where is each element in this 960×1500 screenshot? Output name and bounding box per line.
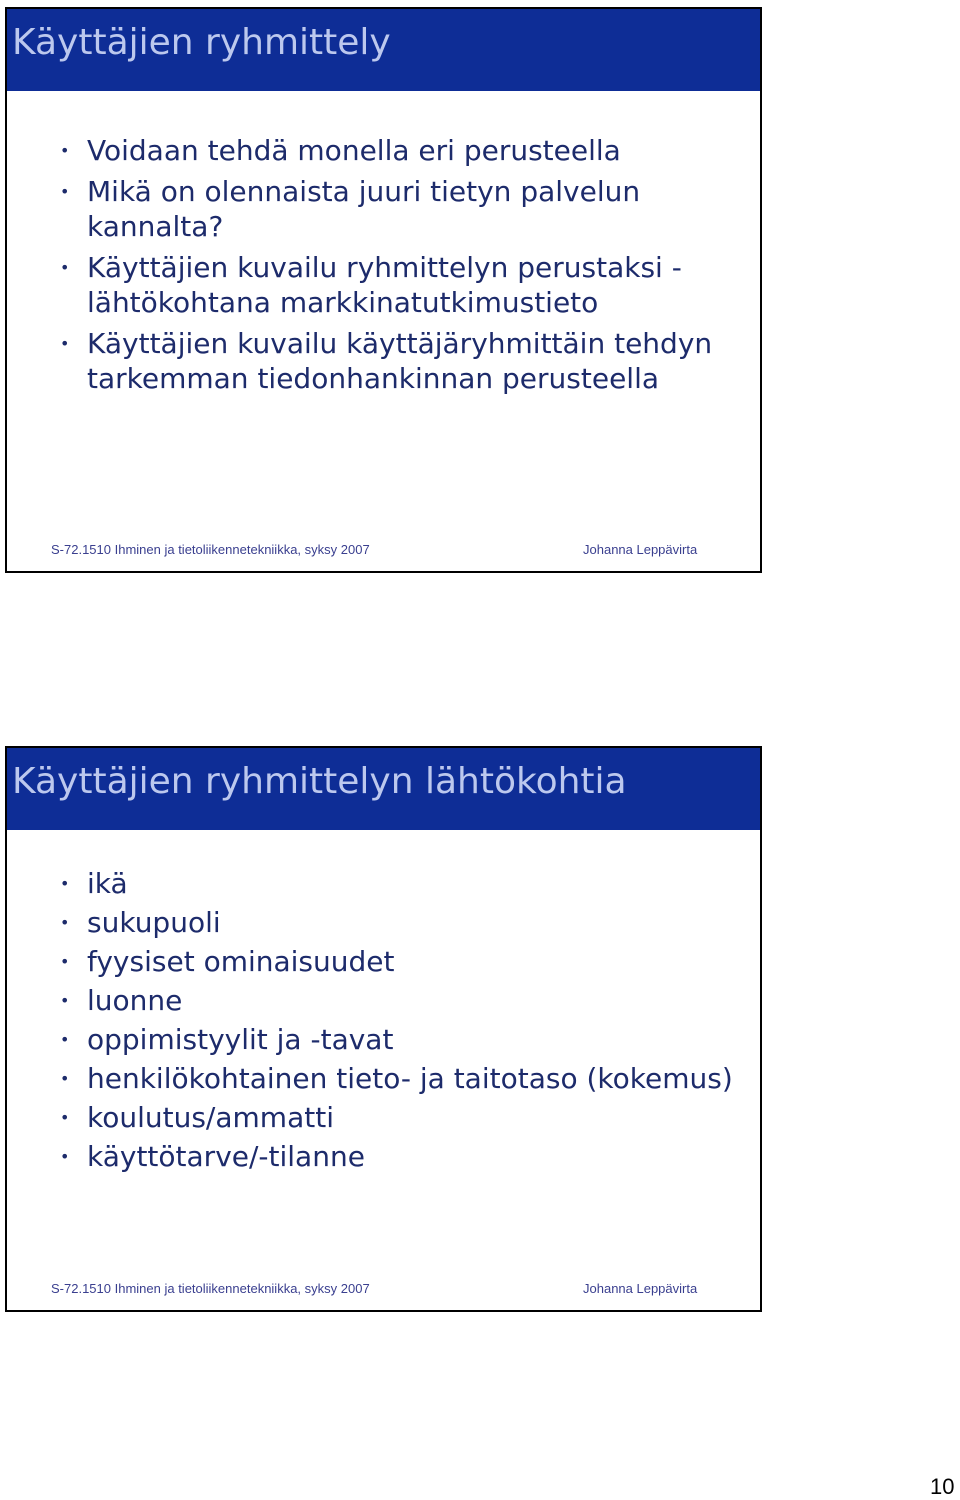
bullet-text: koulutus/ammatti xyxy=(87,1101,334,1134)
bullet-item xyxy=(52,1102,742,1134)
bullet-icon: • xyxy=(60,1108,70,1127)
bullet-item xyxy=(52,1063,742,1095)
bullet-text: fyysiset ominaisuudet xyxy=(87,945,395,978)
bullet-icon: • xyxy=(60,913,70,932)
bullet-item xyxy=(52,868,742,900)
bullet-icon: • xyxy=(60,1147,70,1166)
bullet-icon: • xyxy=(60,258,70,277)
bullet-icon: • xyxy=(60,141,70,160)
bullet-item xyxy=(52,1024,742,1056)
bullet-item xyxy=(52,174,742,244)
bullet-text: ikä xyxy=(87,867,128,900)
page-number: 10 xyxy=(930,1474,955,1499)
bullet-item xyxy=(52,133,742,168)
bullet-text: Käyttäjien kuvailu käyttäjäryhmittäin tehdyn tarkemman tiedonhankinnan perusteella xyxy=(87,327,713,395)
slide-1-footer-course: S-72.1510 Ihminen ja tietoliikennetekniikka, syksy 2007 xyxy=(51,542,370,557)
slide-1-bullet-list xyxy=(52,133,742,402)
slide-1-title: Käyttäjien ryhmittely xyxy=(12,22,391,63)
bullet-icon: • xyxy=(60,952,70,971)
bullet-text: henkilökohtainen tieto- ja taitotaso (kokemus) xyxy=(87,1062,733,1095)
bullet-item xyxy=(52,326,742,396)
bullet-text: Mikä on olennaista juuri tietyn palvelun kannalta? xyxy=(87,175,641,243)
bullet-item xyxy=(52,985,742,1017)
bullet-item xyxy=(52,1141,742,1173)
bullet-text: oppimistyylit ja -tavat xyxy=(87,1023,394,1056)
bullet-text: Voidaan tehdä monella eri perusteella xyxy=(87,134,621,167)
bullet-item xyxy=(52,907,742,939)
bullet-icon: • xyxy=(60,874,70,893)
bullet-text: käyttötarve/-tilanne xyxy=(87,1140,365,1173)
bullet-text: sukupuoli xyxy=(87,906,221,939)
bullet-icon: • xyxy=(60,991,70,1010)
bullet-text: luonne xyxy=(87,984,183,1017)
slide-2 xyxy=(5,746,762,1312)
bullet-icon: • xyxy=(60,1069,70,1088)
bullet-icon: • xyxy=(60,182,70,201)
bullet-text: Käyttäjien kuvailu ryhmittelyn perustaksi - lähtökohtana markkinatutkimustieto xyxy=(87,251,682,319)
bullet-icon: • xyxy=(60,1030,70,1049)
bullet-icon: • xyxy=(60,334,70,353)
slide-2-bullet-list xyxy=(52,868,742,1180)
slide-1-header xyxy=(7,9,760,91)
slide-2-header xyxy=(7,748,760,830)
slide-1-footer-author: Johanna Leppävirta xyxy=(583,542,698,557)
slide-2-footer-author: Johanna Leppävirta xyxy=(583,1281,698,1296)
bullet-item xyxy=(52,946,742,978)
slide-2-title: Käyttäjien ryhmittelyn lähtökohtia xyxy=(12,761,627,802)
slide-1 xyxy=(5,7,762,573)
slide-2-footer-course: S-72.1510 Ihminen ja tietoliikennetekniikka, syksy 2007 xyxy=(51,1281,370,1296)
bullet-item xyxy=(52,250,742,320)
